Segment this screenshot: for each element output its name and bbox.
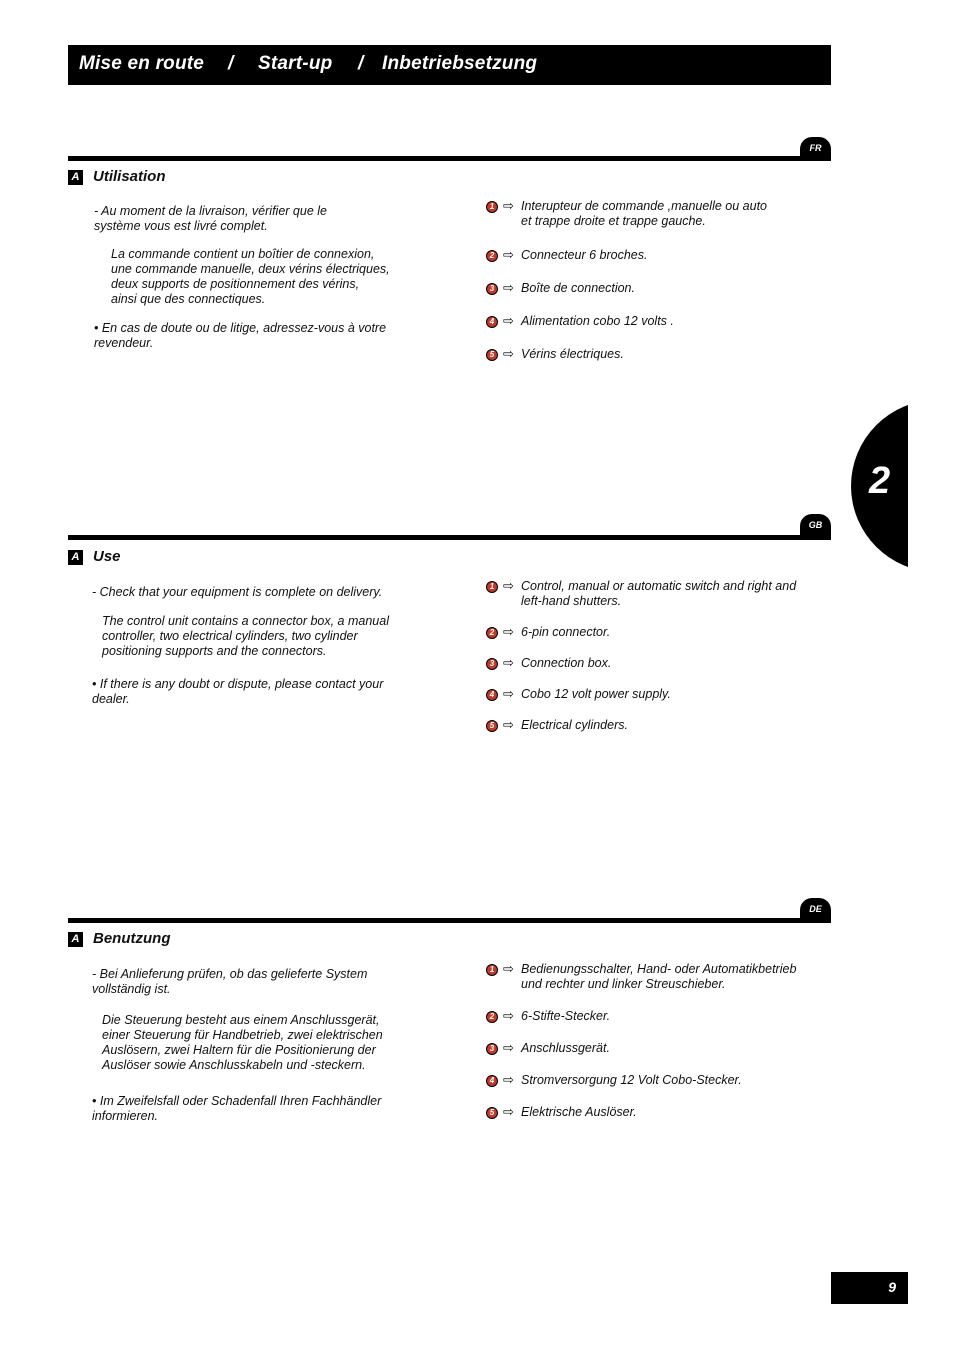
item-number-badge: 1 bbox=[486, 201, 498, 213]
item-number-badge: 2 bbox=[486, 250, 498, 262]
lang-badge-gb: GB bbox=[800, 514, 831, 538]
chapter-tab bbox=[851, 400, 908, 572]
header-title-de: Inbetriebsetzung bbox=[382, 53, 538, 74]
instruction-paragraph: - Bei Anlieferung prüfen, ob das gelieferte System vollständig ist. bbox=[92, 967, 368, 996]
section-letter-badge: A bbox=[68, 932, 83, 947]
item-number-badge: 3 bbox=[486, 1043, 498, 1055]
arrow-right-icon: ⇨ bbox=[503, 1072, 514, 1087]
legend-item-text: Stromversorgung 12 Volt Cobo-Stecker. bbox=[521, 1073, 742, 1087]
header-title-en: Start-up bbox=[258, 53, 333, 74]
arrow-right-icon: ⇨ bbox=[503, 247, 514, 262]
legend-item-text: Bedienungsschalter, Hand- oder Automatikbetrieb und rechter und linker Streuschieber. bbox=[521, 962, 797, 991]
item-number-badge: 2 bbox=[486, 1011, 498, 1023]
instruction-paragraph: - Au moment de la livraison, vérifier que le système vous est livré complet. bbox=[94, 204, 327, 233]
legend-item-text: Cobo 12 volt power supply. bbox=[521, 687, 671, 701]
instruction-paragraph: - Check that your equipment is complete on delivery. bbox=[92, 585, 383, 599]
instruction-paragraph: Die Steuerung besteht aus einem Anschlussgerät, einer Steuerung für Handbetrieb, zwei elektrischen Auslösern, zwei Haltern für die Positionierung der Auslöser sowie Anschlusskabeln und -steckern. bbox=[102, 1013, 383, 1072]
header-title-fr: Mise en route bbox=[79, 53, 205, 74]
arrow-right-icon: ⇨ bbox=[503, 1104, 514, 1119]
legend-item-text: 6-Stifte-Stecker. bbox=[521, 1009, 611, 1023]
section-title: Use bbox=[93, 548, 121, 565]
item-number-badge: 1 bbox=[486, 964, 498, 976]
legend-item-text: Electrical cylinders. bbox=[521, 718, 628, 732]
legend-item-text: Connection box. bbox=[521, 656, 612, 670]
legend-item-text: 6-pin connector. bbox=[521, 625, 611, 639]
arrow-right-icon: ⇨ bbox=[503, 1008, 514, 1023]
section-letter-badge: A bbox=[68, 550, 83, 565]
item-number-badge: 4 bbox=[486, 689, 498, 701]
arrow-right-icon: ⇨ bbox=[503, 1040, 514, 1055]
lang-badge-fr: FR bbox=[800, 137, 831, 161]
section-divider bbox=[68, 156, 831, 161]
item-number-badge: 5 bbox=[486, 1107, 498, 1119]
header-separator: / bbox=[228, 53, 234, 74]
item-number-badge: 4 bbox=[486, 1075, 498, 1087]
legend-item-text: Alimentation cobo 12 volts . bbox=[521, 314, 674, 328]
legend-item-text: Vérins électriques. bbox=[521, 347, 624, 361]
arrow-right-icon: ⇨ bbox=[503, 624, 514, 639]
header-separator: / bbox=[358, 53, 364, 74]
section-letter-badge: A bbox=[68, 170, 83, 185]
arrow-right-icon: ⇨ bbox=[503, 686, 514, 701]
legend-item-text: Anschlussgerät. bbox=[521, 1041, 610, 1055]
instruction-paragraph: • If there is any doubt or dispute, please contact your dealer. bbox=[92, 677, 384, 706]
arrow-right-icon: ⇨ bbox=[503, 280, 514, 295]
item-number-badge: 5 bbox=[486, 720, 498, 732]
item-number-badge: 5 bbox=[486, 349, 498, 361]
arrow-right-icon: ⇨ bbox=[503, 346, 514, 361]
item-number-badge: 2 bbox=[486, 627, 498, 639]
arrow-right-icon: ⇨ bbox=[503, 961, 514, 976]
section-title: Benutzung bbox=[93, 930, 171, 947]
item-number-badge: 1 bbox=[486, 581, 498, 593]
arrow-right-icon: ⇨ bbox=[503, 198, 514, 213]
page-number: 9 bbox=[831, 1272, 908, 1304]
arrow-right-icon: ⇨ bbox=[503, 655, 514, 670]
legend-item-text: Connecteur 6 broches. bbox=[521, 248, 648, 262]
legend-item-text: Interupteur de commande ,manuelle ou auto et trappe droite et trappe gauche. bbox=[521, 199, 767, 228]
instruction-paragraph: The control unit contains a connector box, a manual controller, two electrical cylinders, two cylinder positioning supports and the connectors. bbox=[102, 614, 389, 658]
arrow-right-icon: ⇨ bbox=[503, 313, 514, 328]
item-number-badge: 3 bbox=[486, 658, 498, 670]
legend-item-text: Elektrische Auslöser. bbox=[521, 1105, 637, 1119]
item-number-badge: 4 bbox=[486, 316, 498, 328]
instruction-paragraph: • Im Zweifelsfall oder Schadenfall Ihren Fachhändler informieren. bbox=[92, 1094, 382, 1123]
section-divider bbox=[68, 918, 831, 923]
chapter-number: 2 bbox=[869, 460, 891, 502]
section-divider bbox=[68, 535, 831, 540]
instruction-paragraph: • En cas de doute ou de litige, adressez-vous à votre revendeur. bbox=[94, 321, 387, 350]
arrow-right-icon: ⇨ bbox=[503, 578, 514, 593]
lang-badge-de: DE bbox=[800, 898, 831, 922]
legend-item-text: Control, manual or automatic switch and right and left-hand shutters. bbox=[521, 579, 797, 608]
instruction-paragraph: La commande contient un boîtier de connexion, une commande manuelle, deux vérins électriques, deux supports de positionnement des vérins, ainsi que des connectiques. bbox=[111, 247, 390, 306]
legend-item-text: Boîte de connection. bbox=[521, 281, 635, 295]
section-title: Utilisation bbox=[93, 168, 166, 185]
page-header bbox=[68, 45, 831, 85]
item-number-badge: 3 bbox=[486, 283, 498, 295]
arrow-right-icon: ⇨ bbox=[503, 717, 514, 732]
